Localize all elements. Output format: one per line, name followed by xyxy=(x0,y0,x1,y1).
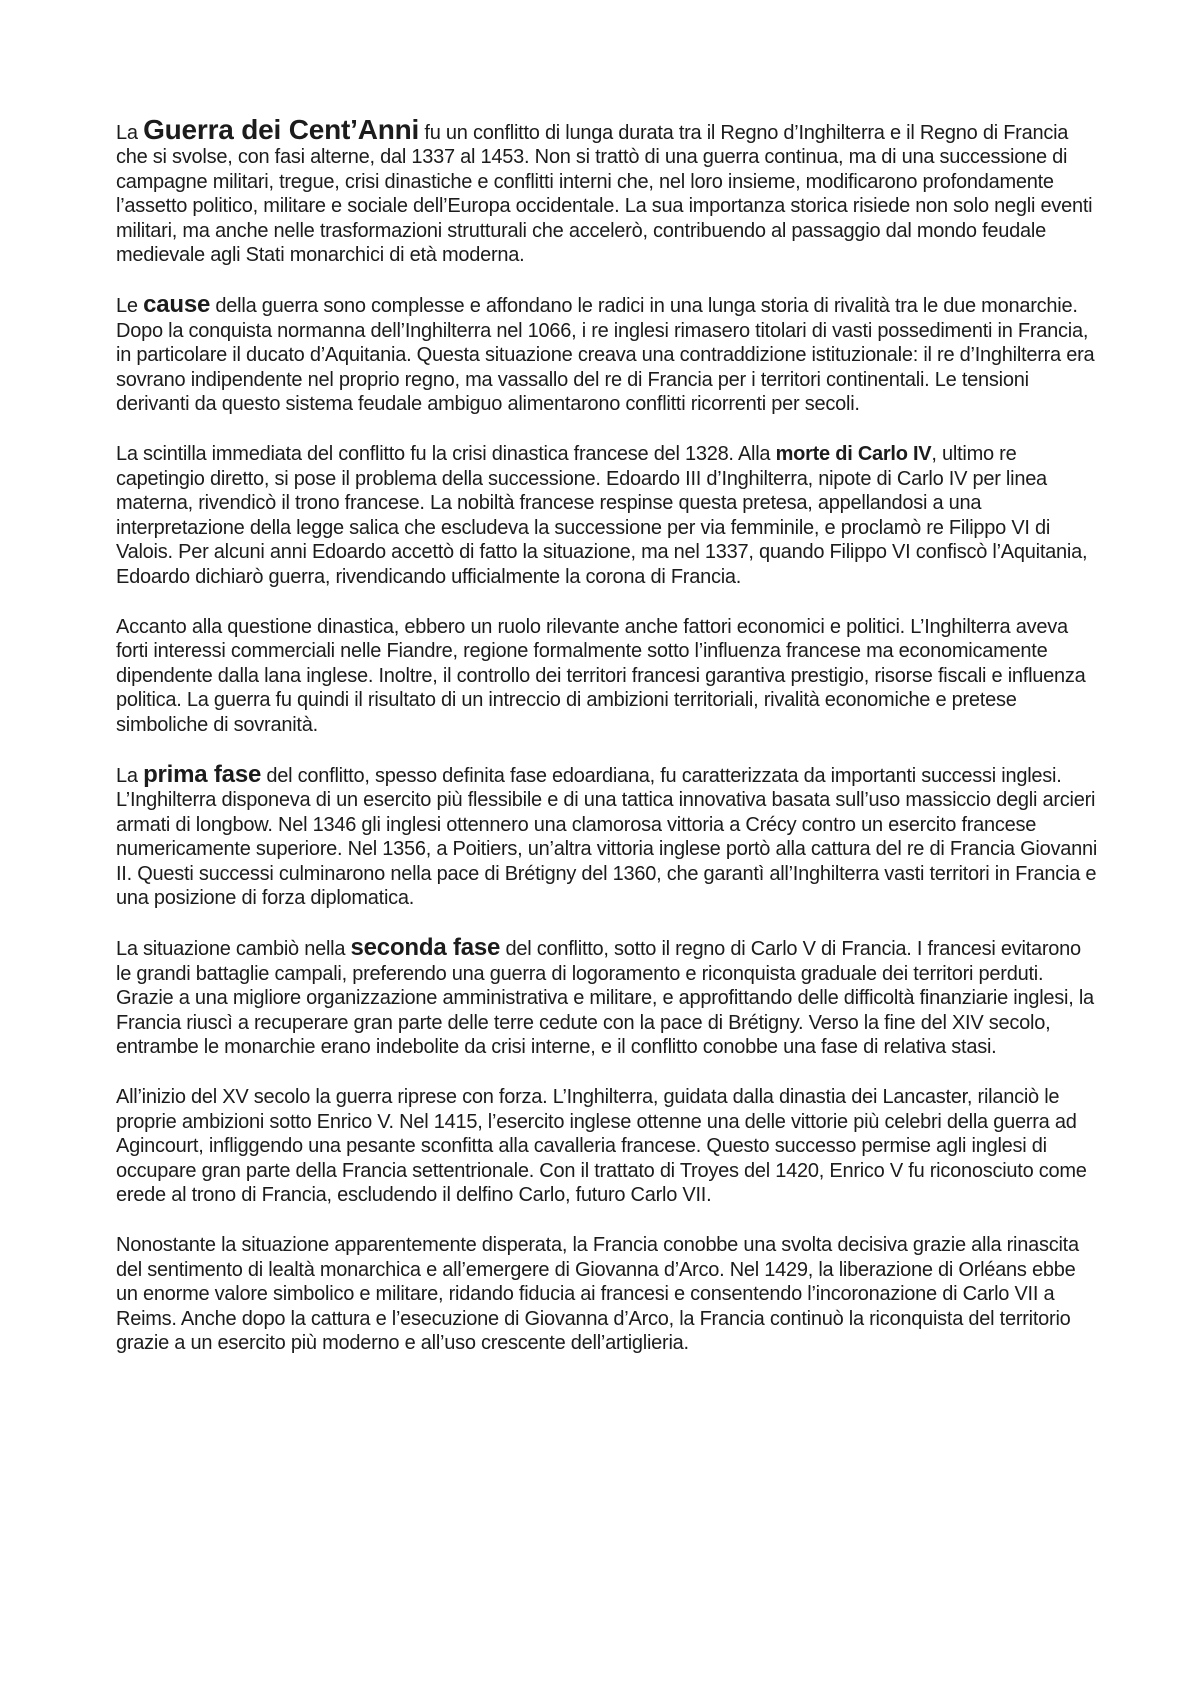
paragraph-giovanna-d-arco: Nonostante la situazione apparentemente disperata, la Francia conobbe una svolta decisiva grazie alla rinascita del sentimento di lealtà monarchica e all’emergere di Giovanna d’Arco. Nel 1429, la liberazione di Orléans ebbe un enorme valore simbolico e militare, ridando fiducia ai francesi e consentendo l’incoronazione di Carlo VII a Reims. Anche dopo la cattura e l’esecuzione di Giovanna d’Arco, la Francia continuò la riconquista del territorio grazie a un esercito più moderno e all’uso crescente dell’artiglieria. xyxy=(116,1234,1079,1355)
highlight-prima-fase: prima fase xyxy=(143,760,262,788)
paragraph-prima-fase xyxy=(116,760,1100,910)
paragraph-introduction xyxy=(116,114,1100,267)
paragraph-text: La xyxy=(116,764,144,787)
paragraph-text: Le xyxy=(116,295,144,318)
highlight-cause: cause xyxy=(143,291,211,319)
highlight-guerra-dei-cent-anni: Guerra dei Cent’Anni xyxy=(143,114,420,145)
paragraph-text: , ultimo re capetingio diretto, si pose il problema della successione. Edoardo III d’Inghilterra, nipote di Carlo IV per linea materna, rivendicò il trono francese. La nobiltà francese respinse questa pretesa, appellandosi a una interpretazione della legge salica che escludeva la successione per via femminile, e proclamò re Filippo VI di Valois. Per alcuni anni Edoardo accettò di fatto la situazione, ma nel 1337, quando Filippo VI confiscò l’Aquitania, Edoardo dichiarò guerra, rivendicando ufficialmente la corona di Francia. xyxy=(116,443,1088,588)
paragraph-text: La xyxy=(116,122,144,144)
document-page xyxy=(116,114,1100,1381)
paragraph-cause xyxy=(116,293,1100,416)
paragraph-text: fu un conflitto di lunga durata tra il Regno d’Inghilterra e il Regno di Francia che si svolse, con fasi alterne, dal 1337 al 1453. Non si trattò di una guerra continua, ma di una successione di campagne militari, tregue, crisi dinastiche e conflitti interni che, nel loro insieme, modificarono profondamente l’assetto politico, militare e sociale dell’Europa occidentale. La sua importanza storica risiede non solo negli eventi militari, ma anche nelle trasformazioni strutturali che accelerò, contribuendo al passaggio dal mondo feudale medievale agli Stati monarchici di età moderna. xyxy=(116,122,1093,267)
paragraph-seconda-fase xyxy=(116,936,1100,1059)
paragraph-text: La situazione cambiò nella xyxy=(116,938,351,961)
paragraph-text: del conflitto, sotto il regno di Carlo V di Francia. I francesi evitarono le grandi battaglie campali, preferendo una guerra di logoramento e riconquista graduale dei territori perduti. Grazie a una migliore organizzazione amministrativa e militare, e approfittando delle difficoltà finanziarie inglesi, la Francia riuscì a recuperare gran parte delle terre cedute con la pace di Brétigny. Verso la fine del XIV secolo, entrambe le monarchie erano indebolite da crisi interne, e il conflitto conobbe una fase di relativa stasi. xyxy=(116,938,1094,1058)
paragraph-text: del conflitto, spesso definita fase edoardiana, fu caratterizzata da importanti successi inglesi. L’Inghilterra disponeva di un esercito più flessibile e di una tattica innovativa basata sull’uso massiccio degli arcieri armati di longbow. Nel 1346 gli inglesi ottennero una clamorosa vittoria a Crécy contro un esercito francese numericamente superiore. Nel 1356, a Poitiers, un’altra vittoria inglese portò alla cattura del re di Francia Giovanni II. Questi successi culminarono nella pace di Brétigny del 1360, che garantì all’Inghilterra vasti territori in Francia e una posizione di forza diplomatica. xyxy=(116,764,1098,909)
paragraph-text: della guerra sono complesse e affondano le radici in una lunga storia di rivalità tra le due monarchie. Dopo la conquista normanna dell’Inghilterra nel 1066, i re inglesi rimasero titolari di vasti possedimenti in Francia, in particolare il ducato d’Aquitania. Questa situazione creava una contraddizione istituzionale: il re d’Inghilterra era sovrano indipendente nel proprio regno, ma vassallo del re di Francia per i territori continentali. Le tensioni derivanti da questo sistema feudale ambiguo alimentarono conflitti ricorrenti per secoli. xyxy=(116,295,1095,416)
paragraph-crisi-dinastica xyxy=(116,442,1100,588)
paragraph-fattori-economici: Accanto alla questione dinastica, ebbero un ruolo rilevante anche fattori economici e politici. L’Inghilterra aveva forti interessi commerciali nelle Fiandre, regione formalmente sotto l’influenza francese ma economicamente dipendente dalla lana inglese. Inoltre, il controllo dei territori francesi garantiva prestigio, risorse fiscali e influenza politica. La guerra fu quindi il risultato di un intreccio di ambizioni territoriali, rivalità economiche e pretese simboliche di sovranità. xyxy=(116,615,1086,736)
paragraph-text: La scintilla immediata del conflitto fu la crisi dinastica francese del 1328. Alla xyxy=(116,443,776,466)
paragraph-xv-secolo: All’inizio del XV secolo la guerra riprese con forza. L’Inghilterra, guidata dalla dinastia dei Lancaster, rilanciò le proprie ambizioni sotto Enrico V. Nel 1415, l’esercito inglese ottenne una delle vittorie più celebri della guerra ad Agincourt, infliggendo una pesante sconfitta alla cavalleria francese. Questo successo permise agli inglesi di occupare gran parte della Francia settentrionale. Con il trattato di Troyes del 1420, Enrico V fu riconosciuto come erede al trono di Francia, escludendo il delfino Carlo, futuro Carlo VII. xyxy=(116,1086,1087,1207)
highlight-seconda-fase: seconda fase xyxy=(350,934,501,962)
highlight-morte-di-carlo-iv: morte di Carlo IV xyxy=(775,443,932,466)
